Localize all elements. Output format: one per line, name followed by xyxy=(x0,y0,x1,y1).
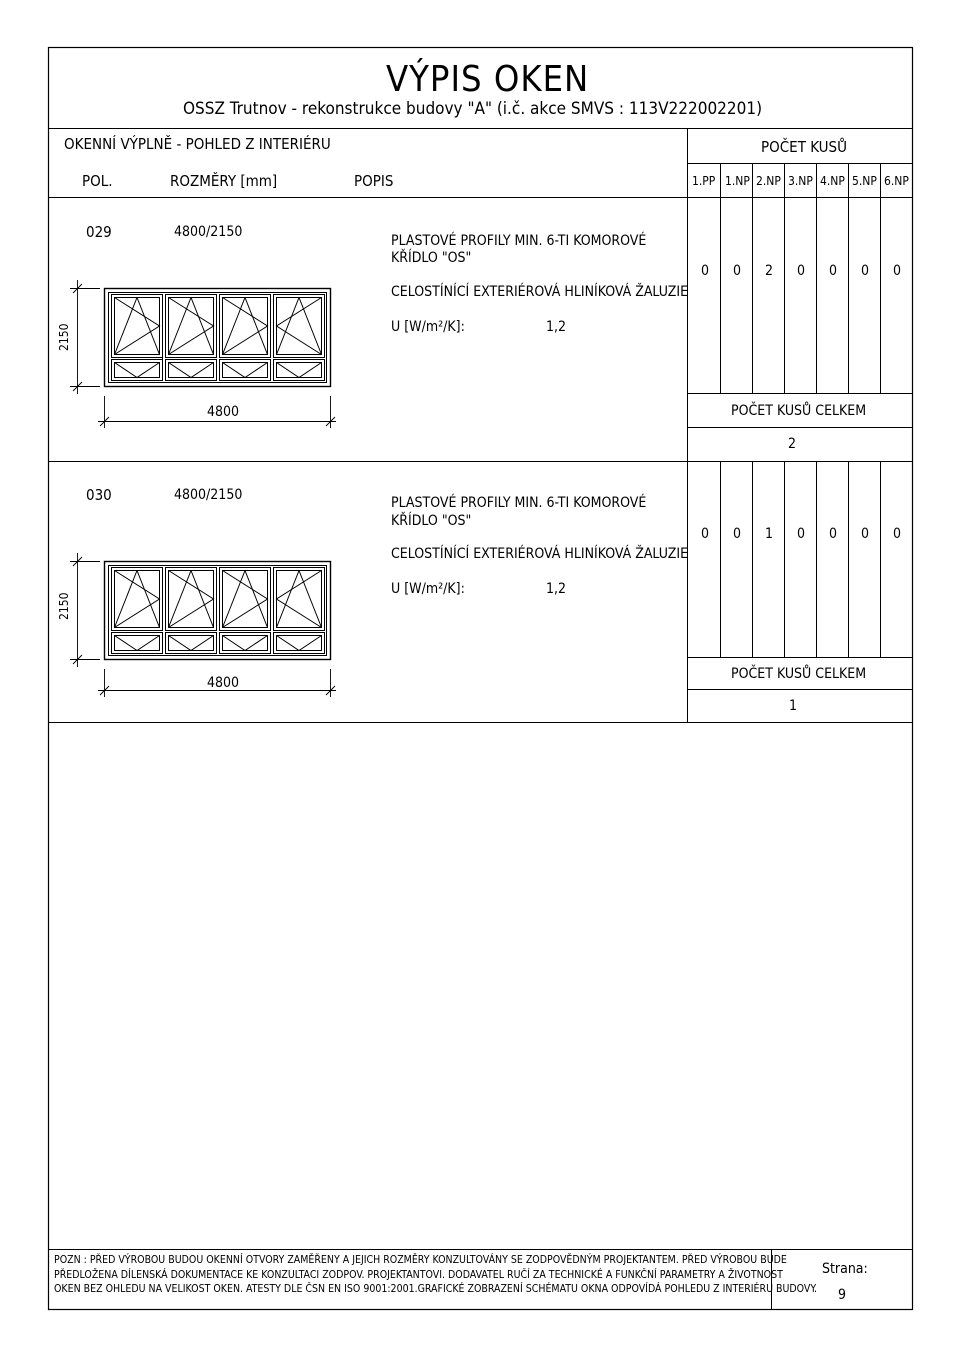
dimension-height xyxy=(70,280,100,394)
section-title: OKENNÍ VÝPLNĚ - POHLED Z INTERIÉRU xyxy=(64,135,331,153)
header-floor: 6.NP xyxy=(884,174,909,188)
total-label: POČET KUSŮ CELKEM xyxy=(731,666,867,682)
count-cell: 0 xyxy=(733,263,742,279)
page-label: Strana: xyxy=(822,1261,868,1277)
total-value: 2 xyxy=(788,436,797,452)
count-cell: 2 xyxy=(765,263,774,279)
sash-4 xyxy=(274,295,325,381)
sash-2 xyxy=(166,295,217,381)
count-column-lines xyxy=(721,462,881,658)
header-floor: 5.NP xyxy=(852,174,877,188)
dimension-width-label: 4800 xyxy=(207,404,240,420)
count-cell: 1 xyxy=(765,526,774,542)
item-size: 4800/2150 xyxy=(174,487,243,503)
item-desc-line3: CELOSTÍNÍCÍ EXTERIÉROVÁ HLINÍKOVÁ ŽALUZIE xyxy=(391,284,689,300)
sash-1 xyxy=(112,295,163,381)
item-desc-line3: CELOSTÍNÍCÍ EXTERIÉROVÁ HLINÍKOVÁ ŽALUZIE xyxy=(391,546,689,562)
header-rozmery: ROZMĚRY [mm] xyxy=(170,172,278,190)
count-cell: 0 xyxy=(829,526,838,542)
dimension-width-label: 4800 xyxy=(207,675,240,691)
sash-1 xyxy=(112,568,163,654)
item-u-value: 1,2 xyxy=(546,581,567,597)
count-cell: 0 xyxy=(861,263,870,279)
item-desc-line1: PLASTOVÉ PROFILY MIN. 6-TI KOMOROVÉ xyxy=(391,233,647,249)
window-elevation xyxy=(70,553,336,697)
item-desc-line2: KŘÍDLO "OS" xyxy=(391,513,472,529)
page-title: VÝPIS OKEN xyxy=(386,59,590,100)
project-subtitle: OSSZ Trutnov - rekonstrukce budovy "A" (i.č. akce SMVS : 113V222002201) xyxy=(183,99,763,119)
item-desc-line2: KŘÍDLO "OS" xyxy=(391,250,472,266)
window-elevation xyxy=(70,280,336,428)
header-pocet-kusu: POČET KUSŮ xyxy=(761,138,848,156)
item-u-label: U [W/m²/K]: xyxy=(391,581,465,597)
dimension-height xyxy=(70,553,100,667)
header-floor: 4.NP xyxy=(820,174,845,188)
item-position: 029 xyxy=(86,223,112,241)
count-cell: 0 xyxy=(893,263,902,279)
sash-3 xyxy=(220,295,271,381)
count-cell: 0 xyxy=(797,263,806,279)
count-cell: 0 xyxy=(701,526,710,542)
sash-4 xyxy=(274,568,325,654)
count-cell: 0 xyxy=(829,263,838,279)
item-position: 030 xyxy=(86,486,112,504)
header-floor: 3.NP xyxy=(788,174,813,188)
total-label: POČET KUSŮ CELKEM xyxy=(731,403,867,419)
footer-note-line2: PŘEDLOŽENA DÍLENSKÁ DOKUMENTACE KE KONZULTACI ZODPOV. PROJEKTANTOVI. DODAVATEL RUČÍ ZA TECHNICKÉ A FUNKČNÍ PARAMETRY A ŽIVOTNOST xyxy=(54,1269,783,1281)
sash-2 xyxy=(166,568,217,654)
item-desc-line1: PLASTOVÉ PROFILY MIN. 6-TI KOMOROVÉ xyxy=(391,495,647,511)
dimension-height-label: 2150 xyxy=(57,592,71,620)
item-u-label: U [W/m²/K]: xyxy=(391,319,465,335)
header-floor: 2.NP xyxy=(756,174,781,188)
total-value: 1 xyxy=(789,698,798,714)
item-size: 4800/2150 xyxy=(174,224,243,240)
dimension-height-label: 2150 xyxy=(57,323,71,351)
count-cell: 0 xyxy=(797,526,806,542)
header-floor: 1.NP xyxy=(725,174,750,188)
count-cell: 0 xyxy=(861,526,870,542)
header-popis: POPIS xyxy=(354,172,394,190)
sash-3 xyxy=(220,568,271,654)
header-pol: POL. xyxy=(82,172,113,190)
header-floor: 1.PP xyxy=(692,174,716,188)
page-number: 9 xyxy=(838,1287,847,1303)
count-cell: 0 xyxy=(893,526,902,542)
footer-note-line1: POZN : PŘED VÝROBOU BUDOU OKENNÍ OTVORY ZAMĚŘENY A JEJICH ROZMĚRY KONZULTOVÁNY SE ZODPOVĚDNÝM PROJEKTANTEM. PŘED VÝROBOU BUDE xyxy=(54,1254,787,1266)
footer-note-line3: OKEN BEZ OHLEDU NA VELIKOST OKEN. ATESTY DLE ČSN EN ISO 9001:2001.GRAFICKÉ ZOBRAZENÍ SCHÉMATU OKNA ODPOVÍDÁ POHLEDU Z INTERIÉRU BUDOVY. xyxy=(54,1283,818,1295)
count-cell: 0 xyxy=(701,263,710,279)
count-cell: 0 xyxy=(733,526,742,542)
item-u-value: 1,2 xyxy=(546,319,567,335)
count-column-lines xyxy=(721,198,881,394)
